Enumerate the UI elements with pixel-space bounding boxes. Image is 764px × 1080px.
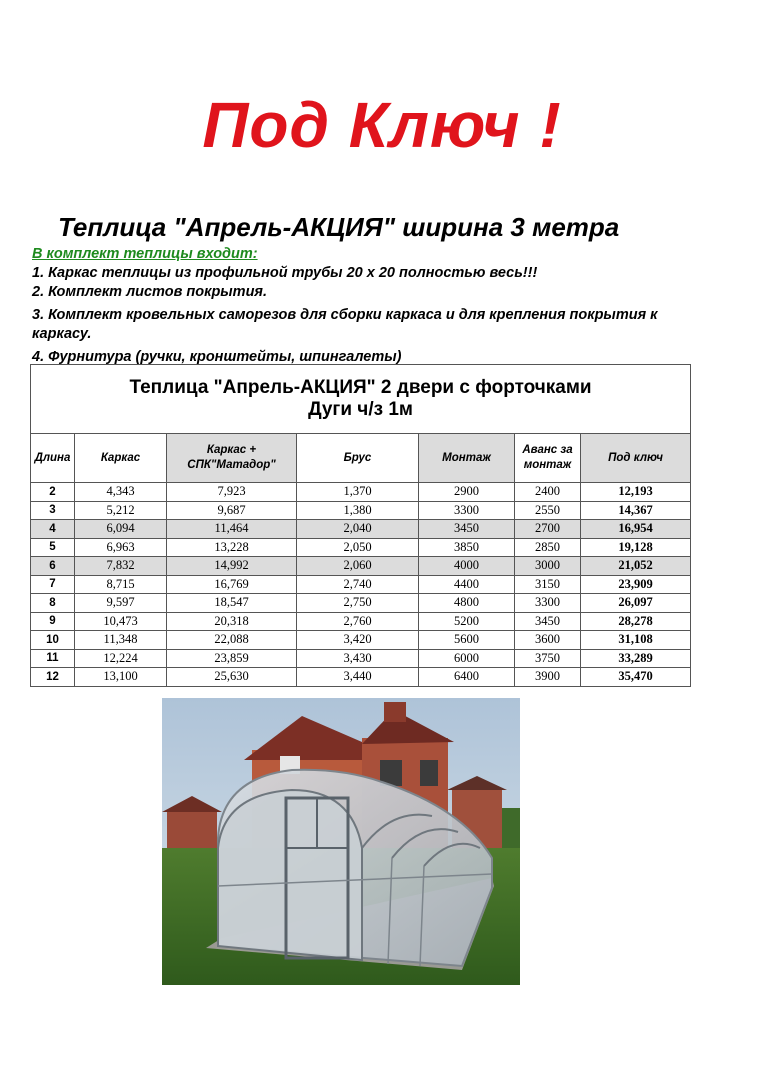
table-cell: 12,224 (75, 649, 167, 668)
table-cell: 2,740 (297, 575, 419, 594)
table-cell: 2 (31, 483, 75, 502)
table-cell: 14,367 (581, 501, 691, 520)
table-cell: 3150 (515, 575, 581, 594)
table-cell: 10 (31, 631, 75, 650)
table-caption-line1: Теплица "Апрель-АКЦИЯ" 2 двери с форточками (129, 377, 592, 398)
table-cell: 7 (31, 575, 75, 594)
table-cell: 9,687 (167, 501, 297, 520)
table-cell: 11,464 (167, 520, 297, 539)
table-cell: 11 (31, 649, 75, 668)
table-cell: 2550 (515, 501, 581, 520)
table-body (31, 483, 691, 687)
column-header-length: Длина (31, 434, 75, 483)
headline: Под Ключ ! (202, 89, 562, 161)
includes-list (32, 245, 712, 367)
table-cell: 4400 (419, 575, 515, 594)
table-cell: 35,470 (581, 668, 691, 687)
table-cell: 2,760 (297, 612, 419, 631)
table-cell: 4800 (419, 594, 515, 613)
table-cell: 3 (31, 501, 75, 520)
table-row (31, 575, 691, 594)
table-cell: 3300 (515, 594, 581, 613)
column-header-turnkey: Под ключ (581, 434, 691, 483)
column-header-installation: Монтаж (419, 434, 515, 483)
column-header-frame: Каркас (75, 434, 167, 483)
table-cell: 4 (31, 520, 75, 539)
includes-item: 4. Фурнитура (ручки, кронштейты, шпингалеты) (32, 349, 402, 365)
column-header-frame-plus-polycarbonate: Каркас + СПК"Матадор" (167, 434, 297, 483)
includes-item: 2. Комплект листов покрытия. (32, 284, 267, 300)
table-cell: 5600 (419, 631, 515, 650)
table-cell: 21,052 (581, 557, 691, 576)
table-cell: 16,954 (581, 520, 691, 539)
table-cell: 3850 (419, 538, 515, 557)
table-cell: 6000 (419, 649, 515, 668)
table-cell: 5,212 (75, 501, 167, 520)
table-cell: 3900 (515, 668, 581, 687)
table-cell: 2,750 (297, 594, 419, 613)
table-cell: 7,923 (167, 483, 297, 502)
table-cell: 28,278 (581, 612, 691, 631)
includes-item: 3. Комплект кровельных саморезов для сборки каркаса и для крепления покрытия к каркасу. (32, 307, 658, 342)
table-cell: 6 (31, 557, 75, 576)
includes-item: 1. Каркас теплицы из профильной трубы 20 х 20 полностью весь!!! (32, 265, 538, 281)
price-table-wrapper (30, 364, 690, 687)
table-cell: 31,108 (581, 631, 691, 650)
table-cell: 6,963 (75, 538, 167, 557)
table-cell: 25,630 (167, 668, 297, 687)
table-row (31, 501, 691, 520)
table-cell: 7,832 (75, 557, 167, 576)
table-cell: 3750 (515, 649, 581, 668)
table-cell: 6400 (419, 668, 515, 687)
table-row (31, 483, 691, 502)
table-cell: 23,859 (167, 649, 297, 668)
table-cell: 3600 (515, 631, 581, 650)
table-cell: 12,193 (581, 483, 691, 502)
table-cell: 9 (31, 612, 75, 631)
table-cell: 2850 (515, 538, 581, 557)
table-caption-line2: Дуги ч/з 1м (308, 399, 413, 420)
table-cell: 6,094 (75, 520, 167, 539)
table-cell: 2,060 (297, 557, 419, 576)
table-caption (31, 365, 691, 434)
table-cell: 2,050 (297, 538, 419, 557)
column-header-timber: Брус (297, 434, 419, 483)
greenhouse-illustration (162, 698, 520, 985)
table-cell: 2700 (515, 520, 581, 539)
table-cell: 13,100 (75, 668, 167, 687)
table-cell: 5200 (419, 612, 515, 631)
table-cell: 1,370 (297, 483, 419, 502)
includes-heading: В комплект теплицы входит: (32, 246, 258, 262)
table-cell: 4000 (419, 557, 515, 576)
table-cell: 3450 (515, 612, 581, 631)
table-cell: 2400 (515, 483, 581, 502)
table-row (31, 538, 691, 557)
price-table (30, 364, 691, 687)
table-cell: 3,430 (297, 649, 419, 668)
table-row (31, 557, 691, 576)
table-cell: 3,420 (297, 631, 419, 650)
table-cell: 14,992 (167, 557, 297, 576)
table-cell: 3450 (419, 520, 515, 539)
table-cell: 8,715 (75, 575, 167, 594)
table-cell: 22,088 (167, 631, 297, 650)
table-cell: 5 (31, 538, 75, 557)
table-cell: 3,440 (297, 668, 419, 687)
table-row (31, 631, 691, 650)
table-row (31, 594, 691, 613)
table-cell: 26,097 (581, 594, 691, 613)
table-cell: 18,547 (167, 594, 297, 613)
table-cell: 2900 (419, 483, 515, 502)
table-cell: 13,228 (167, 538, 297, 557)
table-row (31, 612, 691, 631)
table-cell: 3000 (515, 557, 581, 576)
table-cell: 2,040 (297, 520, 419, 539)
table-cell: 9,597 (75, 594, 167, 613)
table-row (31, 668, 691, 687)
table-cell: 11,348 (75, 631, 167, 650)
table-cell: 1,380 (297, 501, 419, 520)
table-cell: 3300 (419, 501, 515, 520)
greenhouse-photo (162, 698, 520, 985)
column-header-installation-advance: Аванс за монтаж (515, 434, 581, 483)
table-cell: 8 (31, 594, 75, 613)
page-title: Теплица "Апрель-АКЦИЯ" ширина 3 метра (58, 212, 620, 242)
table-row (31, 520, 691, 539)
table-cell: 12 (31, 668, 75, 687)
table-cell: 16,769 (167, 575, 297, 594)
table-cell: 19,128 (581, 538, 691, 557)
table-cell: 33,289 (581, 649, 691, 668)
table-cell: 10,473 (75, 612, 167, 631)
table-row (31, 649, 691, 668)
table-cell: 20,318 (167, 612, 297, 631)
table-cell: 4,343 (75, 483, 167, 502)
table-cell: 23,909 (581, 575, 691, 594)
